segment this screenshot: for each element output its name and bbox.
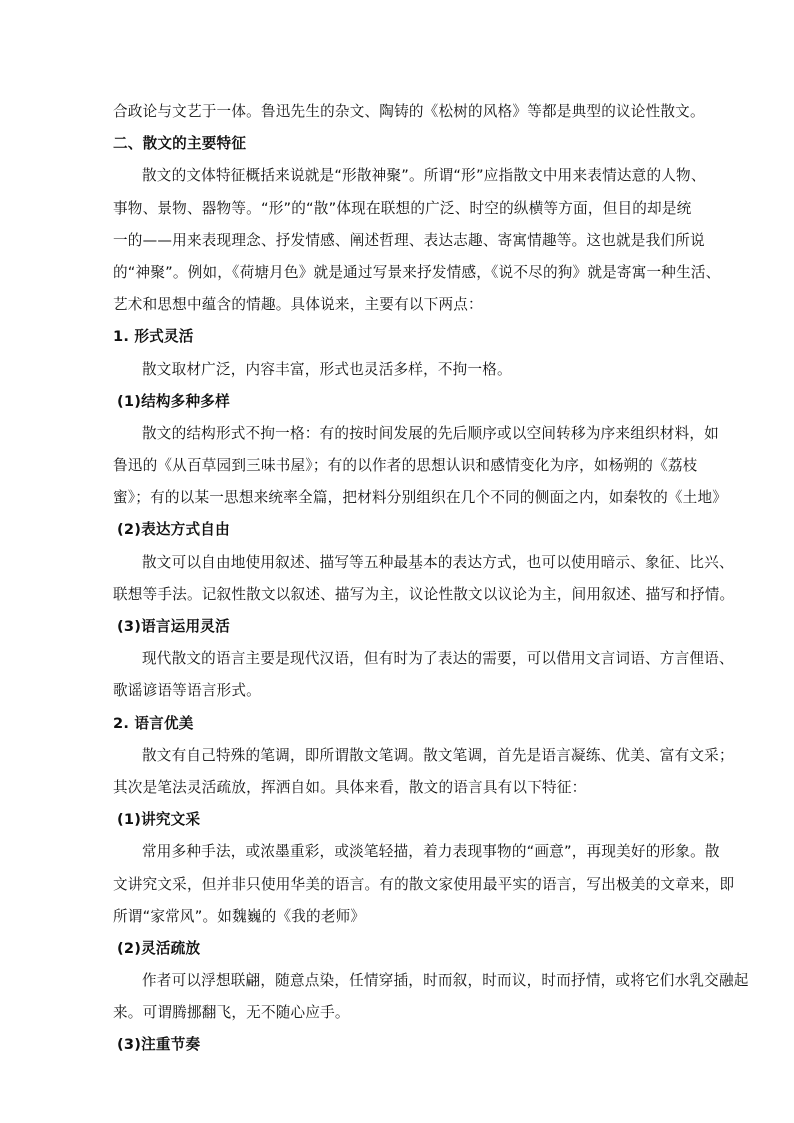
paragraph-line: 来。可谓腾挪翻飞，无不随心应手。	[113, 1004, 350, 1022]
paragraph-line: 作者可以浮想联翩，随意点染，任情穿插，时而叙，时而议，时而抒情，或将它们水乳交融起	[142, 972, 749, 990]
paragraph-line: 常用多种手法，或浓墨重彩，或淡笔轻描，着力表现事物的“画意”，再现美好的形象。散	[142, 843, 720, 861]
item-heading: (2)灵活疏放	[117, 939, 201, 957]
paragraph-line: 散文取材广泛，内容丰富，形式也灵活多样，不拘一格。	[142, 360, 512, 378]
subsection-heading: 1. 形式灵活	[113, 328, 194, 346]
item-heading: (3)语言运用灵活	[117, 618, 230, 635]
paragraph-line: 现代散文的语言主要是现代汉语，但有时为了表达的需要，可以借用文言词语、方言俚语、	[142, 650, 734, 668]
paragraph-line: 艺术和思想中蕴含的情趣。具体说来，主要有以下两点：	[113, 296, 483, 314]
paragraph-line: 散文可以自由地使用叙述、描写等五种最基本的表达方式，也可以使用暗示、象征、比兴、	[142, 553, 734, 571]
paragraph-line: 散文有自己特殊的笔调，即所谓散文笔调。散文笔调，首先是语言凝练、优美、富有文采；	[142, 746, 734, 764]
paragraph-line: 其次是笔法灵活疏放，挥洒自如。具体来看，散文的语言具有以下特征：	[113, 778, 587, 796]
paragraph-line: 散文的文体特征概括来说就是“形散神聚”。所谓“形”应指散文中用来表情达意的人物、	[142, 167, 706, 185]
paragraph-line: 文讲究文采，但并非只使用华美的语言。有的散文家使用最平实的语言，写出极美的文章来，即	[113, 875, 735, 893]
paragraph-line: 合政论与文艺于一体。鲁迅先生的杂文、陶铸的《松树的风格》等都是典型的议论性散文。	[113, 103, 705, 120]
paragraph-line: 鲁迅的《从百草园到三味书屋》；有的以作者的思想认识和感情变化为序，如杨朔的《荔枝	[113, 457, 698, 475]
item-heading: (1)讲究文采	[117, 811, 201, 829]
paragraph-line: 歌谣谚语等语言形式。	[113, 682, 261, 700]
document-page	[113, 96, 749, 1062]
section-heading: 二、散文的主要特征	[113, 135, 247, 153]
item-heading: (2)表达方式自由	[117, 521, 230, 539]
paragraph-line: 一的——用来表现理念、抒发情感、阐述哲理、表达志趣、寄寓情趣等。这也就是我们所说	[113, 231, 705, 249]
item-heading: (1)结构多种多样	[117, 392, 230, 410]
paragraph-line: 散文的结构形式不拘一格：有的按时间发展的先后顺序或以空间转移为序来组织材料，如	[142, 424, 719, 442]
paragraph-line: 蜜》；有的以某一思想来统率全篇，把材料分别组织在几个不同的侧面之内，如秦牧的《土地》	[113, 489, 728, 507]
paragraph-line: 的“神聚”。例如，《荷塘月色》就是通过写景来抒发情感，《说不尽的狗》就是寄寓一种生活、	[113, 263, 721, 281]
paragraph-line: 事物、景物、器物等。“形”的“散”体现在联想的广泛、时空的纵横等方面，但目的却是统	[113, 199, 692, 217]
paragraph-line: 联想等手法。记叙性散文以叙述、描写为主，议论性散文以议论为主，间用叙述、描写和抒情。	[113, 585, 735, 603]
item-heading: (3)注重节奏	[117, 1036, 201, 1054]
paragraph-line: 所谓“家常风”。如魏巍的《我的老师》	[113, 907, 366, 925]
subsection-heading: 2. 语言优美	[113, 714, 194, 732]
